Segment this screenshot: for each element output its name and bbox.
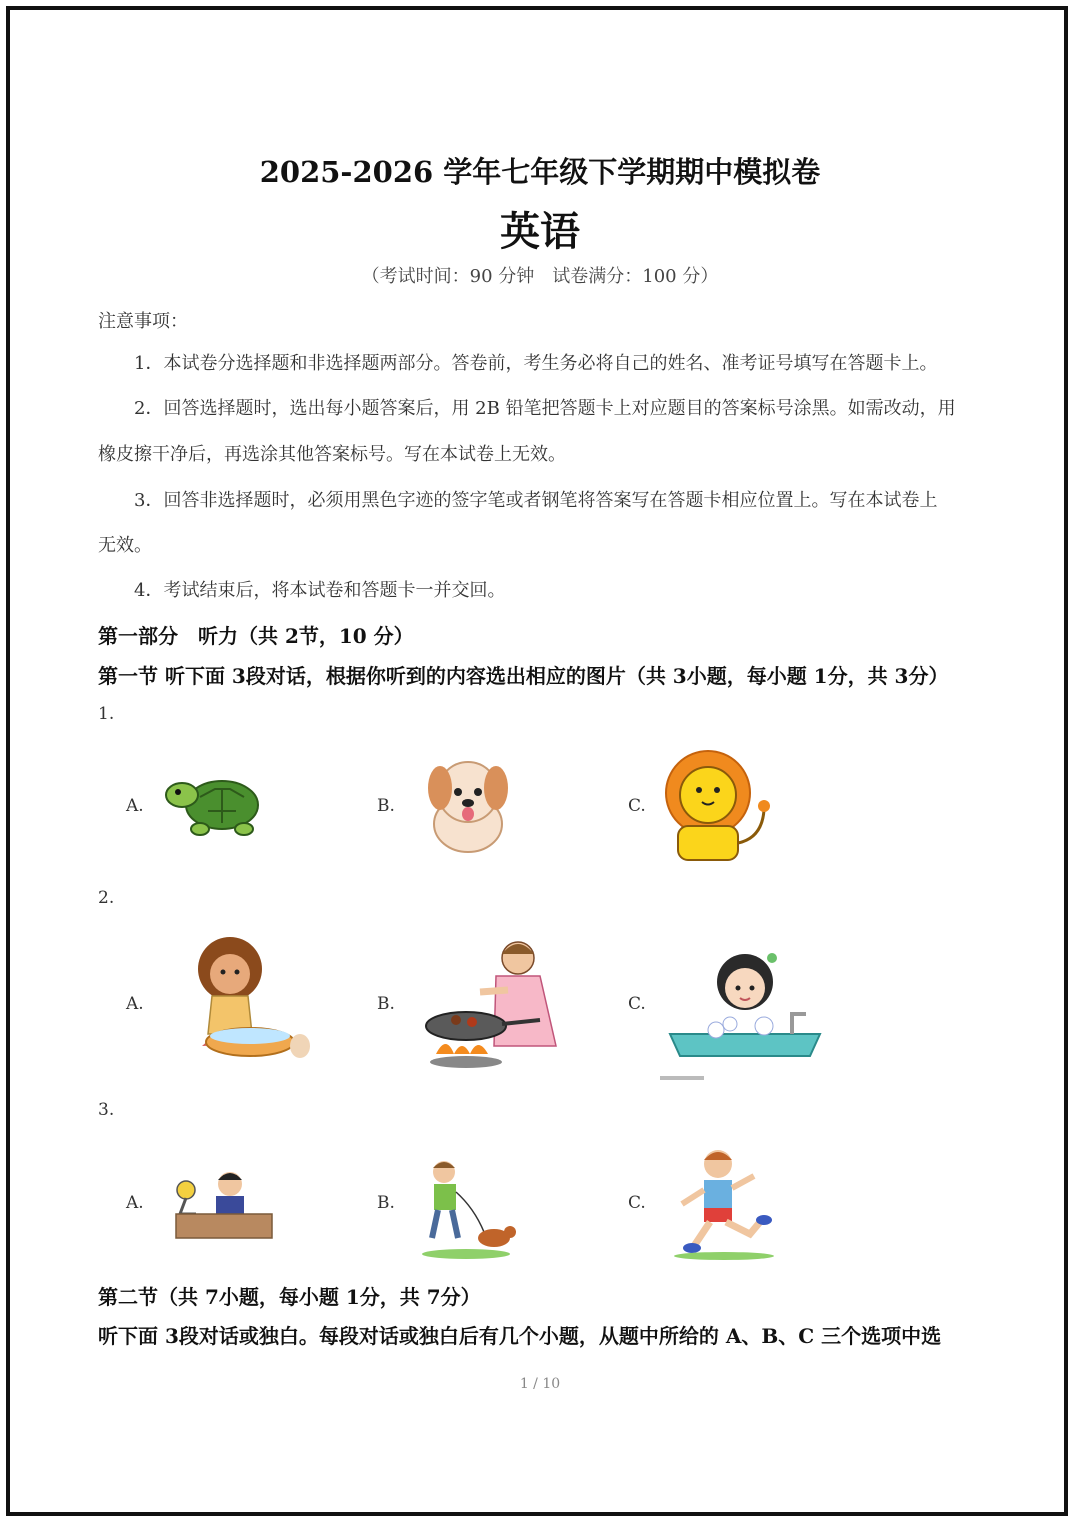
page-number: 1 / 10 bbox=[519, 1376, 561, 1392]
girl-washing-dishes-icon bbox=[660, 948, 830, 1083]
q3-option-b: B. bbox=[377, 1193, 395, 1213]
note-item-3-line1: 3．回答非选择题时，必须用黑色字迹的签字笔或者钢笔将答案写在答题卡相应位置上。写在本试卷上 bbox=[134, 490, 938, 511]
section1-heading: 第一节 听下面 3段对话，根据你听到的内容选出相应的图片（共 3小题，每小题 1分，共 3分） bbox=[98, 664, 949, 688]
note-item-2-line2: 橡皮擦干净后，再选涂其他答案标号。写在本试卷上无效。 bbox=[98, 444, 566, 465]
puppy-icon bbox=[418, 752, 518, 857]
q1-option-a: A. bbox=[126, 796, 144, 816]
lion-icon bbox=[658, 748, 773, 863]
notes-heading: 注意事项： bbox=[98, 311, 188, 332]
q1-option-c: C. bbox=[628, 796, 646, 816]
question-3-number: 3. bbox=[98, 1100, 115, 1120]
section2-heading: 第二节（共 7小题，每小题 1分，共 7分） bbox=[98, 1285, 481, 1309]
exam-meta: （考试时间：90 分钟 试卷满分：100 分） bbox=[361, 266, 719, 287]
exam-title: 2025-2026 学年七年级下学期期中模拟卷 bbox=[259, 155, 821, 189]
boy-studying-icon bbox=[172, 1168, 276, 1242]
q2-option-a: A. bbox=[126, 994, 144, 1014]
part1-heading: 第一部分 听力（共 2节，10 分） bbox=[98, 624, 414, 648]
note-item-1: 1．本试卷分选择题和非选择题两部分。答卷前，考生务必将自己的姓名、准考证号填写在答题卡上。 bbox=[134, 353, 938, 374]
boy-running-icon bbox=[664, 1146, 784, 1262]
woman-cooking-icon bbox=[408, 934, 588, 1076]
note-item-4: 4．考试结束后，将本试卷和答题卡一并交回。 bbox=[134, 580, 506, 601]
question-2-number: 2. bbox=[98, 888, 115, 908]
q3-option-c: C. bbox=[628, 1193, 646, 1213]
note-item-3-line2: 无效。 bbox=[98, 535, 152, 556]
boy-walking-dog-icon bbox=[414, 1158, 518, 1260]
girl-washing-clothes-icon bbox=[180, 934, 315, 1064]
q2-option-b: B. bbox=[377, 994, 395, 1014]
section2-instruction: 听下面 3段对话或独白。每段对话或独白后有几个小题，从题中所给的 A、B、C 三个选项中选 bbox=[98, 1324, 942, 1348]
subject-title: 英语 bbox=[500, 208, 580, 255]
q2-option-c: C. bbox=[628, 994, 646, 1014]
question-1-number: 1. bbox=[98, 704, 115, 724]
q3-option-a: A. bbox=[126, 1193, 144, 1213]
note-item-2-line1: 2．回答选择题时，选出每小题答案后，用 2B 铅笔把答题卡上对应题目的答案标号涂黑。如需改动，用 bbox=[134, 398, 956, 419]
turtle-icon bbox=[160, 765, 265, 840]
q1-option-b: B. bbox=[377, 796, 395, 816]
